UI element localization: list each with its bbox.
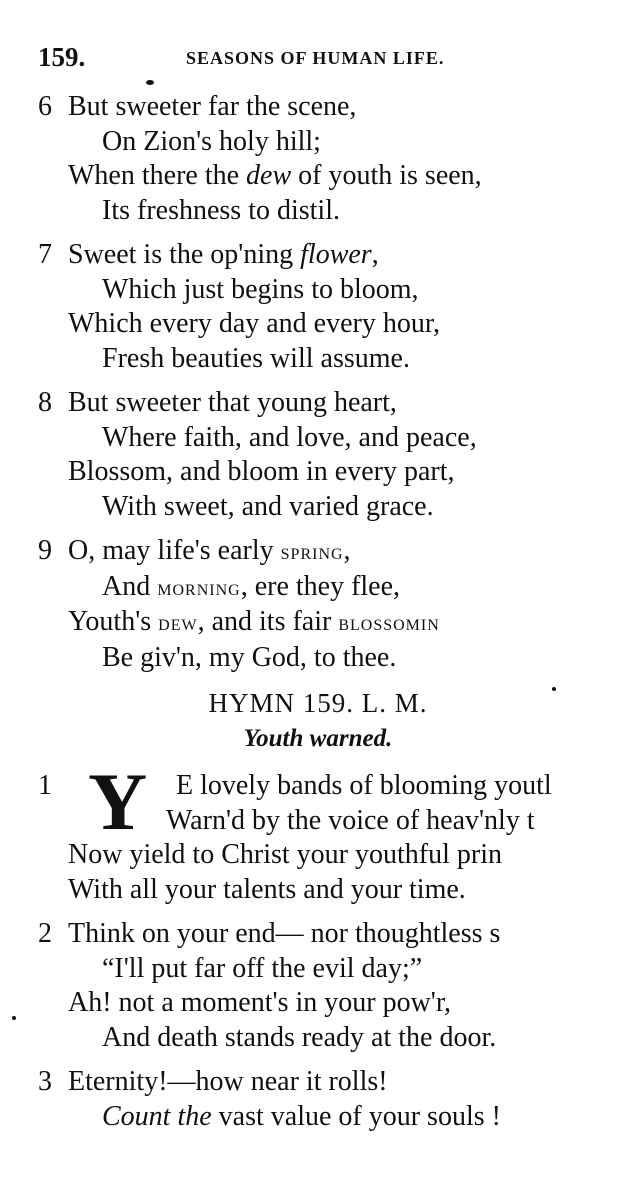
stanza-line bbox=[38, 238, 598, 273]
hymn-stanza-2 bbox=[38, 917, 598, 1055]
stanza-line bbox=[38, 570, 598, 606]
stanza-line-text: Be giv'n, my God, to thee. bbox=[102, 641, 397, 673]
print-speck bbox=[552, 687, 556, 691]
stanza-line-text: , bbox=[343, 535, 351, 566]
stanza-line-text: O, may life's early bbox=[68, 535, 281, 566]
stanza-line: Warn'd by the voice of heav'nly t bbox=[166, 804, 535, 836]
stanza-7 bbox=[38, 238, 598, 376]
stanza-line bbox=[38, 952, 598, 987]
stanza-line-text: And death stands ready at the door. bbox=[102, 1021, 497, 1053]
stanza-line-text: Ah! not a moment's in your pow'r, bbox=[68, 987, 452, 1018]
stanza-line bbox=[38, 1021, 598, 1056]
stanza-line bbox=[38, 1100, 598, 1135]
stanza-line-text: E lovely bands of blooming youtl bbox=[176, 770, 552, 801]
stanza-number: 2 bbox=[38, 918, 52, 949]
stanza-line-text: On Zion's holy hill; bbox=[102, 125, 321, 157]
stanza-line bbox=[38, 90, 598, 125]
stanza-number: 8 bbox=[38, 387, 52, 418]
running-title: SEASONS OF HUMAN LIFE. bbox=[186, 48, 445, 68]
stanza-line-text: , and its fair bbox=[197, 606, 339, 637]
stanza-line-text: dew bbox=[158, 610, 198, 635]
stanza-line bbox=[38, 421, 598, 456]
stanza-line-text: But sweeter that young heart, bbox=[68, 387, 397, 418]
stanza-line-text: of youth is seen, bbox=[291, 160, 482, 191]
print-speck bbox=[146, 80, 154, 85]
stanza-line bbox=[38, 194, 598, 229]
stanza-line bbox=[38, 159, 598, 194]
stanza-6 bbox=[38, 90, 598, 228]
stanza-line-text: “I'll put far off the evil day;” bbox=[102, 952, 423, 984]
stanza-line bbox=[38, 342, 598, 377]
stanza-line bbox=[38, 769, 598, 804]
stanza-line-text: When there the bbox=[68, 160, 247, 191]
stanza-line-text: Which every day and every hour, bbox=[68, 308, 441, 339]
stanza-number: 7 bbox=[38, 239, 52, 270]
stanza-line bbox=[38, 1065, 598, 1100]
print-speck bbox=[12, 1016, 16, 1020]
stanza-line-text: Blossom, and bloom in every part, bbox=[68, 456, 455, 487]
stanza-line-text: Where faith, and love, and peace, bbox=[102, 421, 477, 453]
stanza-number: 3 bbox=[38, 1066, 52, 1097]
stanza-line bbox=[38, 986, 598, 1021]
stanza-line-text: Which just begins to bloom, bbox=[102, 273, 419, 305]
stanza-line bbox=[38, 917, 598, 952]
stanza-line bbox=[38, 125, 598, 160]
page-number: 159. bbox=[38, 42, 86, 72]
stanza-line bbox=[38, 273, 598, 308]
stanza-line-text: And bbox=[102, 570, 158, 602]
stanza-line-text: spring bbox=[280, 539, 344, 564]
hymn-stanza-3 bbox=[38, 1065, 598, 1134]
stanza-line bbox=[38, 534, 598, 570]
stanza-line bbox=[38, 386, 598, 421]
page-header bbox=[38, 40, 598, 80]
stanza-line-text: Youth's bbox=[68, 606, 159, 637]
hymn-stanzas bbox=[38, 917, 598, 1134]
stanza-line-text: , ere they flee, bbox=[240, 570, 401, 602]
stanza-line-text: Fresh beauties will assume. bbox=[102, 342, 410, 374]
stanza-line-text: With sweet, and varied grace. bbox=[102, 490, 434, 522]
stanza-line-text: Its freshness to distil. bbox=[102, 194, 340, 226]
stanza-line: With all your talents and your time. bbox=[68, 873, 466, 905]
stanza-line bbox=[38, 641, 598, 676]
stanza-number: 6 bbox=[38, 91, 52, 122]
stanza-line-text: Eternity!—how near it rolls! bbox=[68, 1066, 388, 1097]
stanza-line-text: But sweeter far the scene, bbox=[68, 91, 357, 122]
stanza-line-text: morning bbox=[157, 574, 241, 600]
stanza-8 bbox=[38, 386, 598, 524]
stanza-number: 9 bbox=[38, 535, 52, 566]
page-text bbox=[38, 90, 598, 1144]
stanza-line-text: , bbox=[371, 239, 379, 270]
stanza-line-text: Count the bbox=[102, 1100, 212, 1132]
stanza-line bbox=[38, 455, 598, 490]
stanza-line bbox=[38, 490, 598, 525]
hymn-title: HYMN 159. L. M. bbox=[208, 688, 428, 718]
stanza-line bbox=[38, 605, 598, 641]
stanza-line-text: vast value of your souls ! bbox=[211, 1100, 501, 1132]
stanza-line-text: Sweet is the op'ning bbox=[68, 239, 301, 270]
stanza-line bbox=[38, 307, 598, 342]
stanza-line-text: dew bbox=[246, 160, 292, 191]
stanza-line-text: blossomin bbox=[338, 610, 440, 635]
stanza-line-text: flower bbox=[300, 239, 372, 270]
stanza-9 bbox=[38, 534, 598, 675]
drop-cap: Y bbox=[88, 756, 148, 847]
stanza-line: Now yield to Christ your youthful prin bbox=[68, 839, 502, 870]
hymn-stanza-1 bbox=[38, 756, 598, 907]
stanza-number: 1 bbox=[38, 770, 52, 801]
hymn-subtitle: Youth warned. bbox=[243, 725, 393, 752]
stanza-line-text: Think on your end— nor thoughtless s bbox=[68, 918, 501, 949]
stanzas-before-hymn bbox=[38, 90, 598, 675]
